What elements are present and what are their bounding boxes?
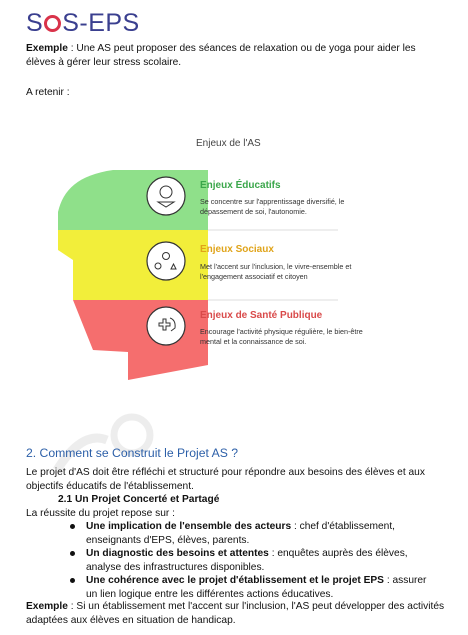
health-head-icon [147, 307, 185, 345]
example-text: : Une AS peut proposer des séances de relaxation ou de yoga pour aider les élèves à gérer leur stress scolaire. [26, 43, 416, 68]
bullet-icon [70, 524, 75, 529]
retenir-label: A retenir : [26, 87, 70, 98]
example-label: Exemple [26, 43, 68, 54]
enjeux-sante-title: Enjeux de Santé Publique [200, 310, 323, 321]
list-item: Un diagnostic des besoins et attentes : enquêtes auprès des élèves, analyse des infrastructures disponibles. [64, 547, 434, 574]
community-icon [147, 242, 185, 280]
enjeux-educatifs-title: Enjeux Éducatifs [200, 180, 281, 191]
head-band-green [58, 170, 208, 230]
section-example: Exemple : Si un établissement met l'accent sur l'inclusion, l'AS peut développer des activités adaptées aux élèves en situation de handicap. [26, 601, 445, 626]
requirements-list [64, 520, 434, 601]
list-item: Une cohérence avec le projet d'établissement et le projet EPS : assurer un lien logique entre les différentes actions éducatives. [64, 574, 434, 601]
logo-text: S-EPS [62, 9, 140, 37]
enjeux-educatifs-desc: Se concentre sur l'apprentissage diversifié, le dépassement de soi, l'autonomie. [200, 197, 345, 216]
enjeux-infographic [58, 130, 398, 385]
sub-heading: 2.1 Un Projet Concerté et Partagé [58, 494, 220, 505]
list-item: Une implication de l'ensemble des acteurs : chef d'établissement, enseignants d'EPS, élèves, parents. [64, 520, 434, 547]
logo-letter-s: S [26, 9, 44, 37]
intro-example [26, 42, 446, 69]
infographic-title: Enjeux de l'AS [196, 138, 261, 149]
section-intro: Le projet d'AS doit être réfléchi et structuré pour répondre aux besoins des élèves et aux objectifs éducatifs de l'établissement. [26, 467, 425, 492]
enjeux-sante-desc: Encourage l'activité physique régulière, le bien-être mental et la connaissance de soi. [200, 327, 363, 346]
bullet-icon [70, 551, 75, 556]
enjeux-sociaux-desc: Met l'accent sur l'inclusion, le vivre-ensemble et l'engagement associatif et citoyen [200, 262, 352, 281]
head-band-yellow [58, 230, 208, 300]
graduation-icon [147, 177, 185, 215]
lead-text: La réussite du projet repose sur : [26, 508, 175, 519]
brand-logo [26, 8, 140, 38]
section-heading: 2. Comment se Construit le Projet AS ? [26, 446, 239, 460]
enjeux-sociaux-title: Enjeux Sociaux [200, 244, 274, 255]
head-band-red [73, 300, 208, 380]
logo-ring-icon [44, 15, 61, 32]
bullet-icon [70, 578, 75, 583]
